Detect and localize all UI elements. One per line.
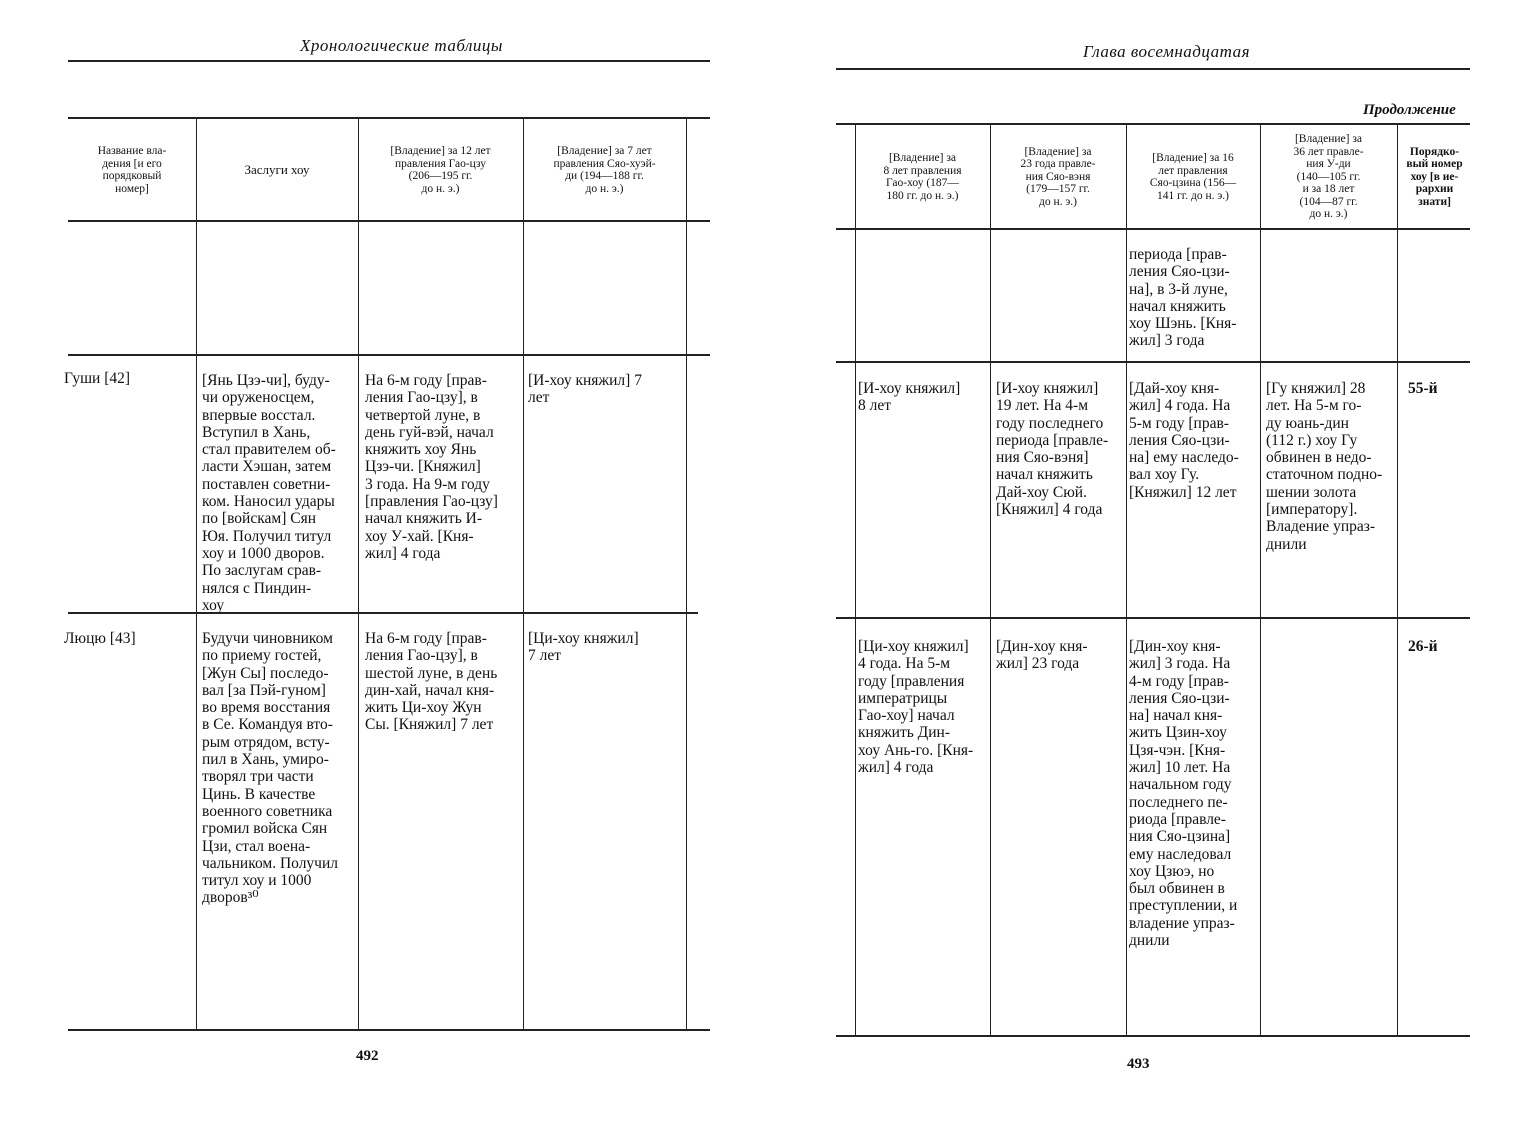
column-divider [855, 125, 856, 1035]
row-rule [836, 361, 1470, 363]
row-jing: периода [прав- ления Сяо-цзи- на], в 3-й луне, начал княжить хоу Шэнь. [Кня- жил] 3 года [1129, 246, 1237, 350]
row-jing: [Дай-хоу кня- жил] 4 года. На 5-м году [прав- ления Сяо-цзи- на] ему наследо- вал хоу Гу. [Княжил] 12 лет [1129, 380, 1239, 501]
row-rule [68, 612, 698, 614]
column-divider [686, 119, 687, 1029]
row-huidi: [Ци-хоу княжил] 7 лет [528, 630, 639, 665]
row-gaozu: На 6-м году [прав- ления Гао-цзу], в четвертой луне, в день гуй-вэй, начал княжить хоу Янь Цзэ-чи. [Княжил] 3 года. На 9-м году [правления Гао-цзу] начал княжить И- хоу У-хай. [Кня- жил] 4 года [365, 372, 498, 562]
header-wudi: [Владение] за 36 лет правле- ния У-ди (140—105 гг. и за 18 лет (104—87 гг. до н. э.) [1293, 133, 1364, 221]
row-jing: [Дин-хоу кня- жил] 3 года. На 4-м году [прав- ления Сяо-цзи- на] начал кня- жить Цзин-хоу Цзя-чэн. [Кня- жил] 10 лет. На начальном году последнего пе- риода [правле- ния Сяо-цзина] ему наследовал хоу Цзюэ, но был обвинен в преступлении, и владение упраз- днили [1129, 638, 1238, 950]
row-wen: [Дин-хоу кня- жил] 23 года [996, 638, 1088, 673]
row-rule [836, 617, 1470, 619]
column-divider [523, 119, 524, 1029]
row-huidi: [И-хоу княжил] 7 лет [528, 372, 642, 407]
running-head: Хронологические таблицы [300, 36, 503, 55]
table-bottom-rule [68, 1029, 710, 1031]
column-divider [1260, 125, 1261, 1035]
page-number: 492 [356, 1048, 379, 1064]
header-bottom-rule [836, 228, 1470, 230]
head-rule [836, 68, 1470, 70]
header-gaozu: [Владение] за 12 лет правления Гао-цзу (206—195 гг. до н. э.) [390, 145, 491, 195]
row-gaohou: [И-хоу княжил] 8 лет [858, 380, 961, 415]
column-divider [196, 119, 197, 1029]
row-rank: 55-й [1408, 380, 1438, 397]
header-jing: [Владение] за 16 лет правления Сяо-цзина (156— 141 гг. до н. э.) [1149, 152, 1237, 202]
header-bottom-rule [68, 220, 710, 222]
header-name: Название вла- дения [и его порядковый номер] [97, 145, 167, 195]
table-bottom-rule [836, 1035, 1470, 1037]
continued-label: Продолжение [1363, 102, 1456, 118]
row-wudi: [Гу княжил] 28 лет. На 5-м го- ду юань-дин (112 г.) хоу Гу обвинен в недо- статочном подно- шении золота [императору]. Владение упраз- днили [1266, 380, 1383, 553]
right-page [765, 0, 1530, 1148]
table-top-rule [68, 117, 710, 119]
row-rank: 26-й [1408, 638, 1438, 655]
table-top-rule [836, 123, 1470, 125]
header-huidi: [Владение] за 7 лет правления Сяо-хуэй- ди (194—188 гг. до н. э.) [553, 145, 656, 195]
header-gaohou: [Владение] за 8 лет правления Гао-хоу (187— 180 гг. до н. э.) [883, 152, 962, 202]
column-divider [358, 119, 359, 1029]
column-divider [1397, 125, 1398, 1035]
header-wen: [Владение] за 23 года правле- ния Сяо-вэня (179—157 гг. до н. э.) [1020, 145, 1096, 208]
running-head: Глава восемнадцатая [1083, 42, 1250, 61]
row-rule [68, 354, 710, 356]
row-name: Гуши [42] [64, 370, 131, 387]
row-gaohou: [Ци-хоу княжил] 4 года. На 5-м году [правления императрицы Гао-хоу] начал княжить Дин- хоу Ань-го. [Кня- жил] 4 года [858, 638, 974, 777]
row-wen: [И-хоу княжил] 19 лет. На 4-м году последнего периода [правле- ния Сяо-вэня] начал княжить Дай-хоу Сюй. [Княжил] 4 года [996, 380, 1109, 519]
head-rule [68, 60, 710, 62]
column-divider [990, 125, 991, 1035]
page-number: 493 [1127, 1056, 1150, 1072]
column-divider [1126, 125, 1127, 1035]
row-name: Люцю [43] [64, 630, 136, 647]
header-merits: Заслуги хоу [244, 161, 310, 177]
row-merits: [Янь Цзэ-чи], буду- чи оруженосцем, впервые восстал. Вступил в Хань, стал правителем об- ласти Хэшан, затем поставлен советни- ком. Наносил удары по [войскам] Сян Юя. Получил титул хоу и 1000 дворов. По заслугам срав- нялся с Пиндин- хоу [202, 372, 336, 612]
row-gaozu: На 6-м году [прав- ления Гао-цзу], в шестой луне, в день дин-хай, начал кня- жить Ци-хоу Жун Сы. [Княжил] 7 лет [365, 630, 498, 734]
row-merits: Будучи чиновником по приему гостей, [Жун Сы] последо- вал [за Пэй-гуном] во время восстания в Се. Командуя вто- рым отрядом, всту- пил в Хань, умиро- творял три части Цинь. В качестве военного советника громил войска Сян Цзи, стал воена- чальником. Получил титул хоу и 1000 дворов³⁰ [202, 630, 339, 907]
header-rank: Порядко- вый номер хоу [в ие- рархии знати] [1406, 145, 1463, 208]
